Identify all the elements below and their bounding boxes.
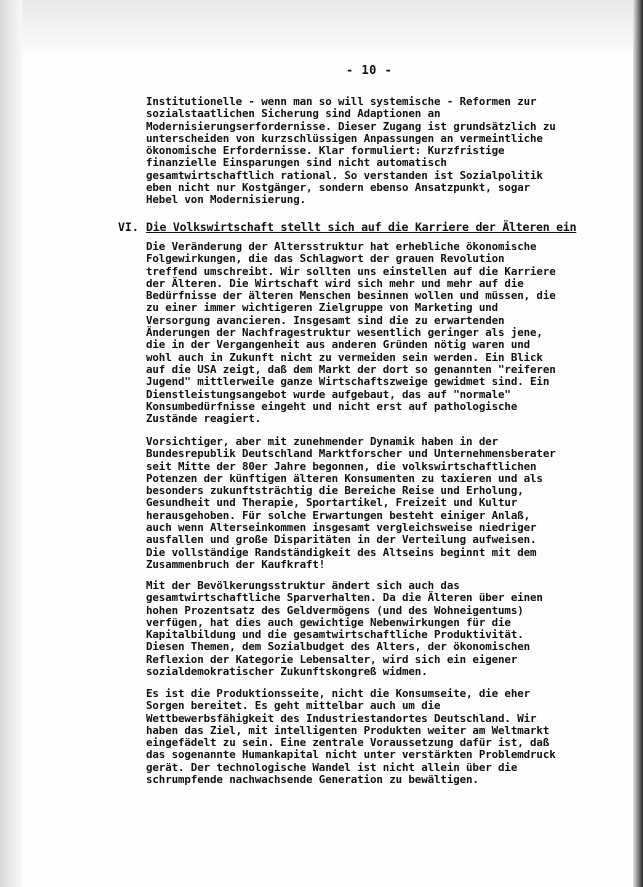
- text-line: auch wenn Alterseinkommen insgesamt vergleichsweise niedriger: [146, 521, 537, 535]
- text-line: Konsumbedürfnisse eingeht und nicht erst auf pathologische: [146, 399, 518, 413]
- text-line: Kapitalbildung und die gesamtwirtschaftliche Produktivität.: [146, 628, 524, 642]
- text-line: ausfallen und große Disparitäten in der Verteilung aufweisen.: [146, 533, 537, 547]
- text-line: Versorgung avancieren. Insgesamt sind die zu erwartenden: [146, 313, 505, 327]
- text-line: gesamtwirtschaftlich rational. So verstanden ist Sozialpolitik: [146, 168, 543, 182]
- text-line: Zusammenbruch der Kaufkraft!: [146, 557, 326, 571]
- text-line: besonders zukunftsträchtig die Bereiche Reise und Erholung,: [146, 484, 524, 498]
- text-line: verfügen, hat dies auch gewichtige Nebenwirkungen für die: [146, 615, 511, 629]
- text-line: Wettbewerbsfähigkeit des Industriestandortes Deutschland. Wir: [146, 711, 537, 725]
- paragraph-intro: [146, 96, 620, 207]
- paragraph-produktionsseite: [146, 688, 620, 786]
- text-line: auf die USA zeigt, daß dem Markt der dort so genannten "reiferen: [146, 362, 556, 376]
- paragraph-marktforscher: [146, 436, 620, 571]
- text-line: gerät. Der technologische Wandel ist nicht allein über die: [146, 760, 518, 774]
- text-line: Bedürfnisse der älteren Menschen besinnen wollen und müssen, die: [146, 289, 556, 303]
- text-line: herausgehoben. Für solche Erwartungen besteht einiger Anlaß,: [146, 508, 531, 522]
- text-line: seit Mitte der 80er Jahre begonnen, die volkswirtschaftlichen: [146, 459, 537, 473]
- text-line: Mit der Bevölkerungsstruktur ändert sich auch das: [146, 579, 460, 592]
- scan-edge-left: [0, 0, 22, 887]
- text-line: Potenzen der künftigen älteren Konsumenten zu taxieren und als: [146, 471, 543, 485]
- text-line: sozialstaatlichen Sicherung sind Adaptionen an: [146, 107, 441, 121]
- text-line: eben nicht nur Kostgänger, sondern ebenso Ansatzpunkt, sogar: [146, 181, 531, 195]
- scan-edge-right: [633, 0, 643, 887]
- text-line: Diesen Themen, dem Sozialbudget des Alters, der ökonomischen: [146, 640, 531, 654]
- text-line: Modernisierungserfordernisse. Dieser Zugang ist grundsätzlich zu: [146, 119, 556, 133]
- text-line: wohl auch in Zukunft nicht zu vermeiden sein werden. Ein Blick: [146, 350, 543, 364]
- text-line: Reflexion der Kategorie Lebensalter, wird sich ein eigener: [146, 652, 518, 666]
- text-line: Es ist die Produktionsseite, nicht die Konsumseite, die eher: [146, 687, 531, 700]
- text-line: unterscheiden von kurzschlüssigen Anpassungen an vermeintliche: [146, 131, 543, 145]
- text-line: Die Veränderung der Altersstruktur hat erhebliche ökonomische: [146, 240, 537, 253]
- text-line: die in der Vergangenheit aus anderen Gründen nötig waren und: [146, 338, 531, 352]
- text-line: Gesundheit und Therapie, Sportartikel, Freizeit und Kultur: [146, 496, 518, 510]
- text-line: sozialdemokratischer Zukunftskongreß widmen.: [146, 665, 428, 679]
- text-line: Dienstleistungsangebot wurde aufgebaut, das auf "normale": [146, 387, 511, 401]
- paragraph-altersstruktur: [146, 241, 620, 425]
- text-line: schrumpfende nachwachsende Generation zu bewältigen.: [146, 773, 479, 787]
- text-line: Bundesrepublik Deutschland Marktforscher und Unternehmensberater: [146, 447, 556, 461]
- text-line: der Älteren. Die Wirtschaft wird sich mehr und mehr auf die: [146, 276, 524, 290]
- text-line: haben das Ziel, mit intelligenten Produkten weiter am Weltmarkt: [146, 723, 550, 737]
- text-line: treffend umschreibt. Wir sollten uns einstellen auf die Karriere: [146, 264, 556, 278]
- text-line: das sogenannte Humankapital nicht unter verstärkten Problemdruck: [146, 748, 556, 762]
- section-title: Die Volkswirtschaft stellt sich auf die Karriere der Älteren ein: [146, 220, 577, 234]
- text-line: eingefädelt zu sein. Eine zentrale Voraussetzung dafür ist, daß: [146, 736, 550, 750]
- text-line: Jugend" mittlerweile ganze Wirtschaftszweige gewidmet sind. Ein: [146, 375, 550, 389]
- text-line: ökonomische Erfordernisse. Klar formuliert: Kurzfristige: [146, 144, 505, 158]
- text-line: Institutionelle - wenn man so will systemische - Reformen zur: [146, 95, 537, 108]
- paragraph-sparverhalten: [146, 580, 620, 678]
- scan-shadow-top: [0, 0, 643, 60]
- text-line: Änderungen der Nachfragestruktur wesentlich geringer als jene,: [146, 326, 543, 340]
- text-line: hohen Prozentsatz des Geldvermögens (und des Wohneigentums): [146, 603, 524, 617]
- text-line: Hebel von Modernisierung.: [146, 193, 307, 207]
- text-line: finanzielle Einsparungen sind nicht automatisch: [146, 156, 447, 170]
- text-line: Zustände reagiert.: [146, 412, 262, 426]
- text-line: Sorgen bereitet. Es geht mittelbar auch um die: [146, 699, 441, 713]
- text-line: Die vollständige Randständigkeit des Altseins beginnt mit dem: [146, 545, 537, 559]
- section-number: VI.: [118, 220, 139, 234]
- text-line: zu einer immer wichtigeren Zielgruppe von Marketing und: [146, 301, 499, 315]
- text-line: Folgewirkungen, die das Schlagwort der grauen Revolution: [146, 252, 505, 266]
- page-number: - 10 -: [346, 63, 393, 77]
- text-line: Vorsichtiger, aber mit zunehmender Dynamik haben in der: [146, 435, 499, 448]
- text-line: gesamtwirtschaftliche Sparverhalten. Da die Älteren über einen: [146, 591, 543, 605]
